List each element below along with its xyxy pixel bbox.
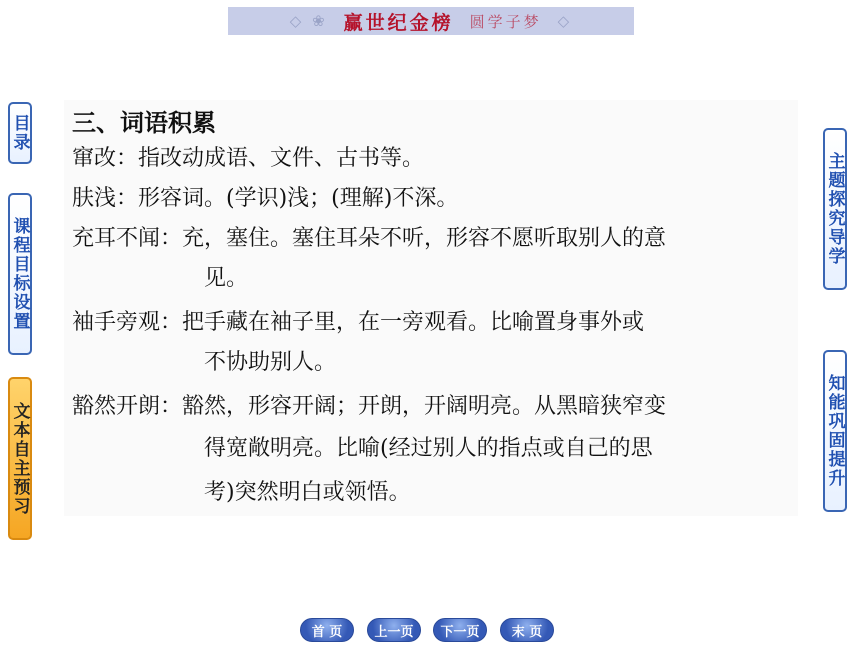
banner-title: 赢世纪金榜: [343, 11, 454, 34]
tab-theme-explore[interactable]: 主题探究导学: [823, 128, 847, 290]
tab-knowledge-consolidate[interactable]: 知能巩固提升: [823, 350, 847, 512]
vocab-entry: 充耳不闻：充，塞住。塞住耳朵不听，形容不愿听取别人的意: [72, 226, 667, 251]
next-page-button[interactable]: 下一页: [433, 618, 487, 642]
vocab-entry: 豁然开朗：豁然，形容开阔；开朗，开阔明亮。从黑暗狭窄变: [72, 394, 667, 419]
vocabulary-panel: [64, 100, 798, 516]
vocab-entry-continuation: 不协助别人。: [204, 350, 337, 375]
tab-text-preview[interactable]: 文本自主预习: [8, 377, 32, 540]
banner-subtitle: 圆学子梦: [469, 12, 542, 31]
vocab-entry-continuation: 考)突然明白或领悟。: [204, 480, 411, 505]
tab-course-goals[interactable]: 课程目标设置: [8, 193, 32, 355]
header-banner: [228, 7, 634, 35]
tab-toc[interactable]: 目录: [8, 102, 32, 164]
vocab-entry-continuation: 见。: [204, 266, 249, 291]
section-heading: 三、词语积累: [72, 108, 216, 137]
vocab-entry: 袖手旁观：把手藏在袖子里，在一旁观看。比喻置身事外或: [72, 310, 645, 335]
vocab-entry: 肤浅：形容词。(学识)浅；(理解)不深。: [72, 186, 459, 211]
banner-decoration-left: ◇ ❀: [289, 12, 328, 30]
prev-page-button[interactable]: 上一页: [367, 618, 421, 642]
first-page-button[interactable]: 首 页: [300, 618, 354, 642]
vocab-entry-continuation: 得宽敞明亮。比喻(经过别人的指点或自己的思: [204, 436, 653, 461]
vocab-entry: 窜改：指改动成语、文件、古书等。: [72, 146, 425, 171]
banner-decoration-right: ◇: [557, 12, 573, 30]
last-page-button[interactable]: 末 页: [500, 618, 554, 642]
